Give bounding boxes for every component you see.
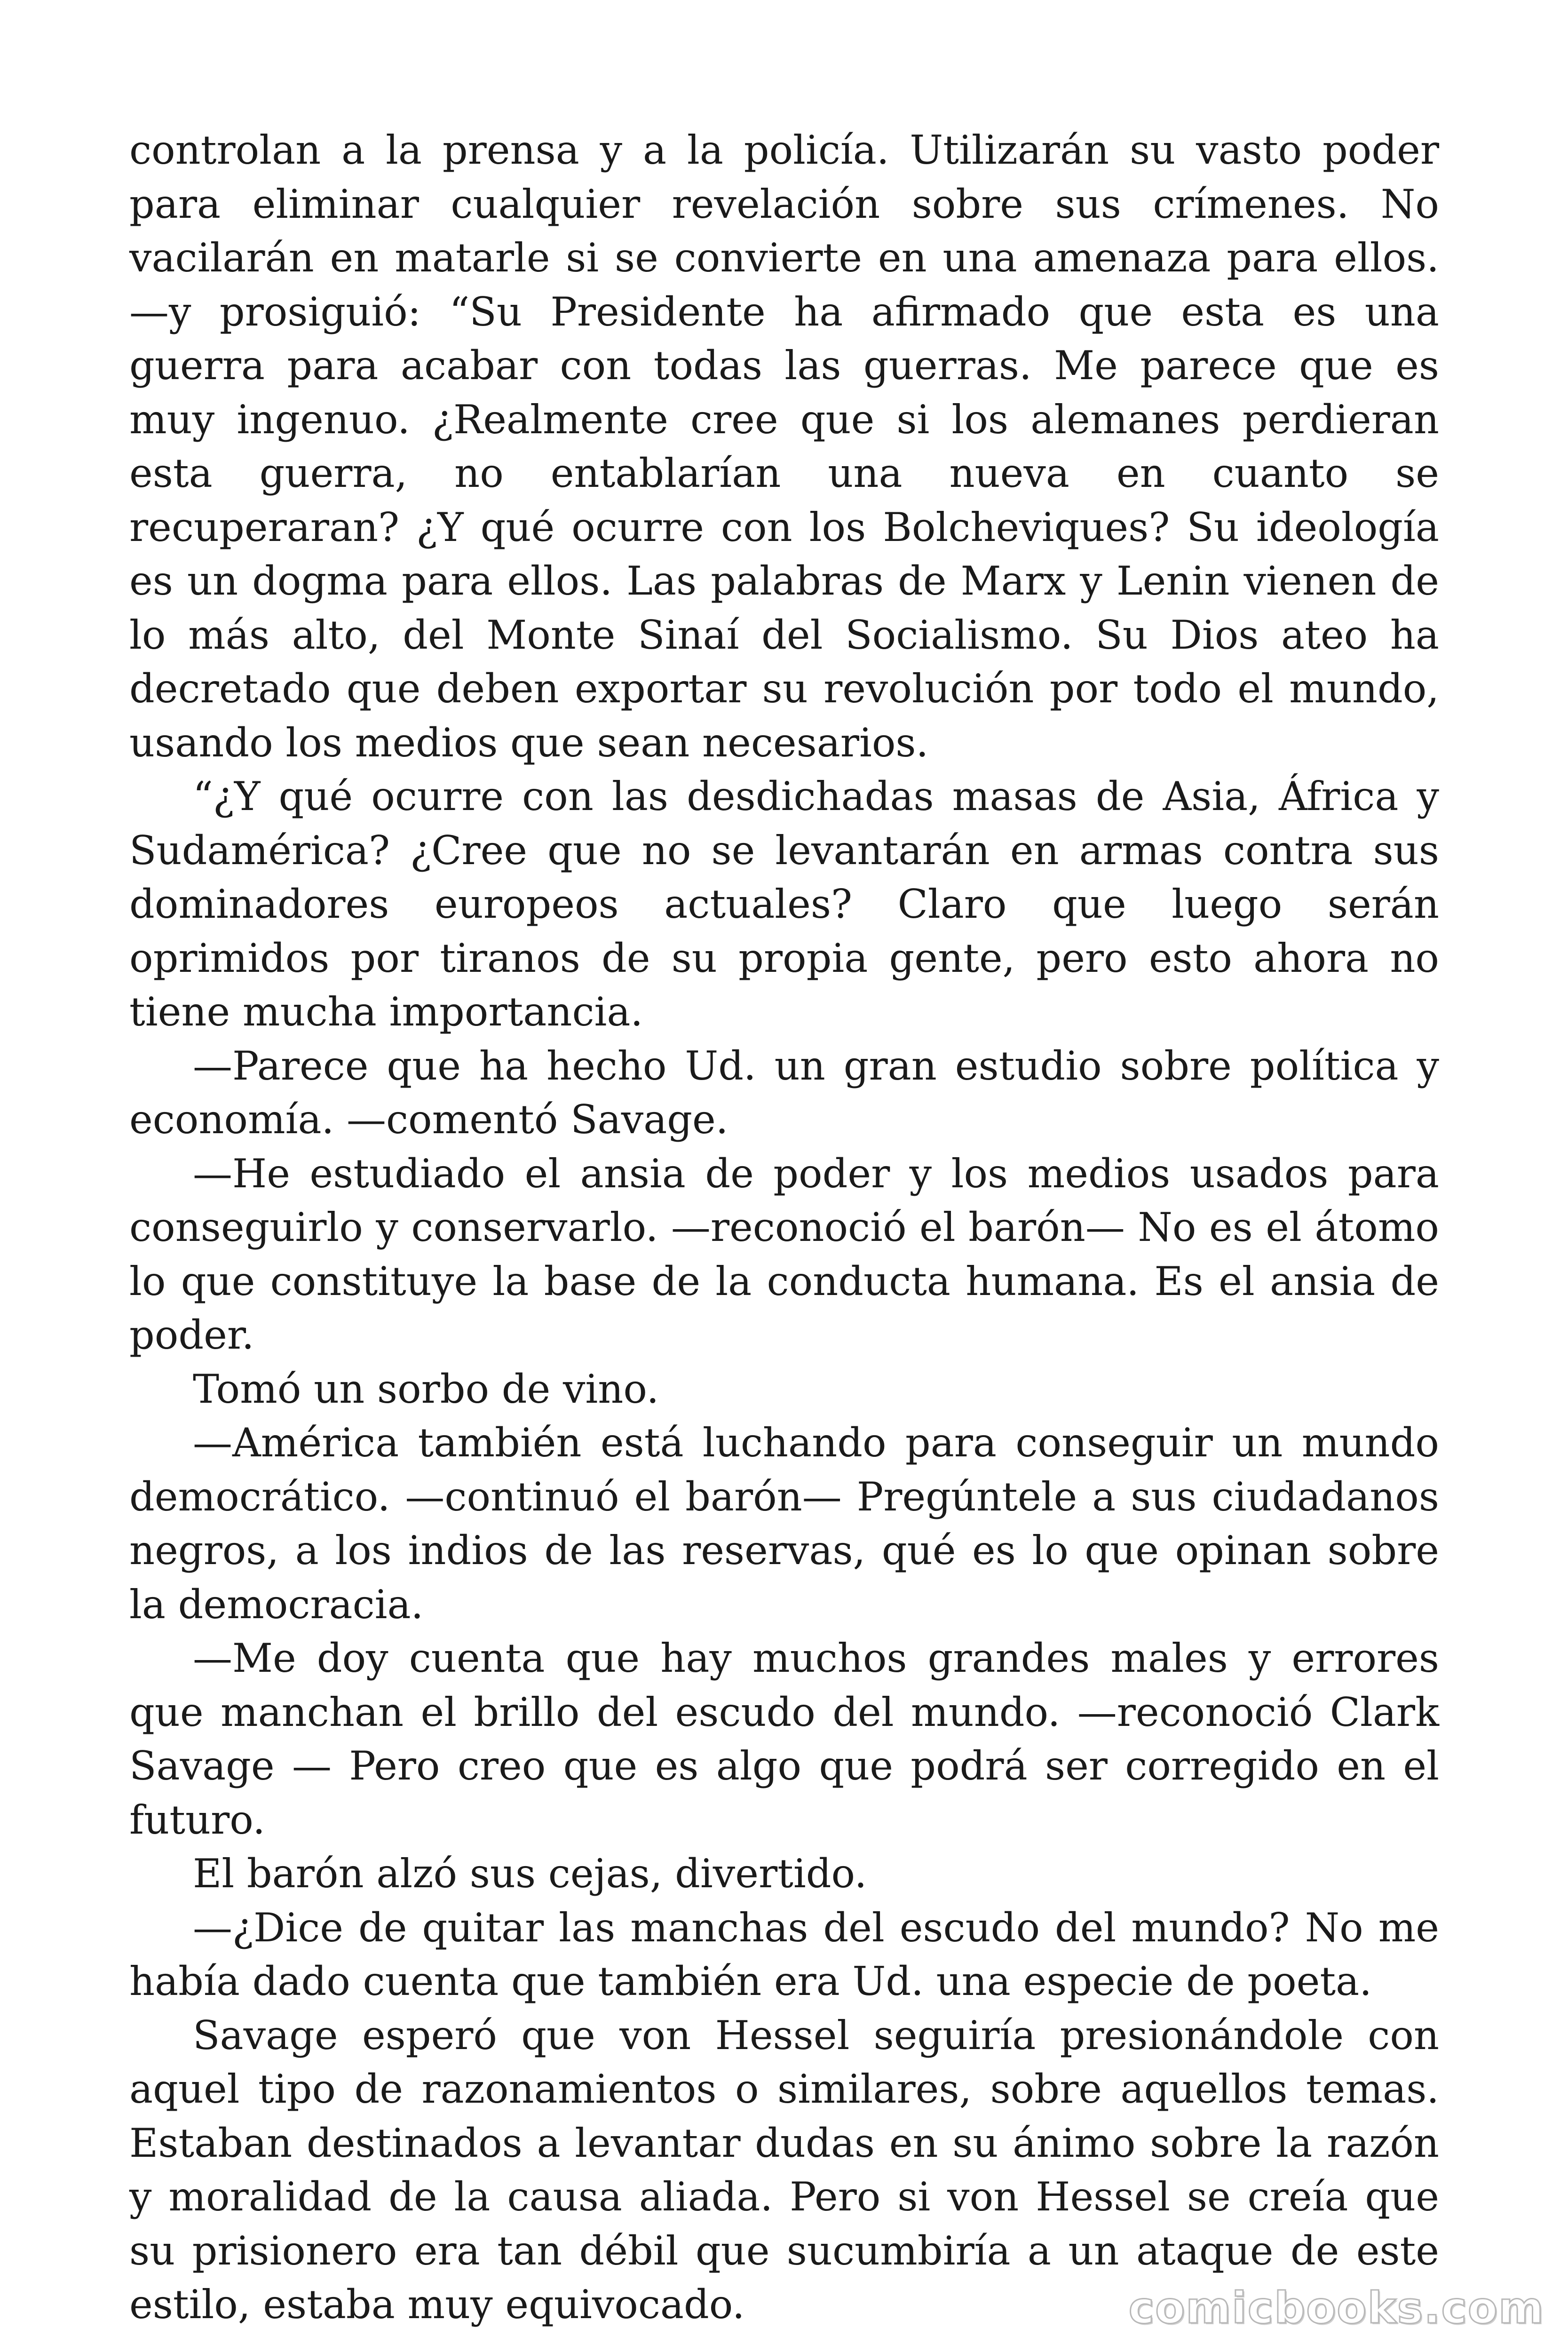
paragraph: Tomó un sorbo de vino. <box>193 1366 659 1412</box>
paragraph: —Me doy cuenta que hay muchos grandes males y errores que manchan el brillo del escudo del mundo. —reconoció Clark Savage — Pero creo que es algo que podrá ser corregido en el futuro. <box>129 1635 1439 1843</box>
paragraph: controlan a la prensa y a la policía. Utilizarán su vasto poder para eliminar cualquier revelación sobre sus crímenes. No vacilarán en matarle si se convierte en una amenaza para ellos. —y prosiguió: “Su Presidente ha afirmado que esta es una guerra para acabar con todas las guerras. Me parece que es muy ingenuo. ¿Realmente cree que si los alemanes perdieran esta guerra, no entablarían una nueva en cuanto se recuperaran? ¿Y qué ocurre con los Bolcheviques? Su ideología es un dogma para ellos. Las palabras de Marx y Lenin vienen de lo más alto, del Monte Sinaí del Socialismo. Su Dios ateo ha decretado que deben exportar su revolución por todo el mundo, usando los medios que sean necesarios. <box>129 127 1439 766</box>
paragraph: —He estudiado el ansia de poder y los medios usados para conseguirlo y conservarlo. —reconoció el barón— No es el átomo lo que constituye la base de la conducta humana. Es el ansia de poder. <box>129 1150 1439 1358</box>
paragraph: “¿Y qué ocurre con las desdichadas masas de Asia, África y Sudamérica? ¿Cree que no se levantarán en armas contra sus dominadores europeos actuales? Claro que luego serán oprimidos por tiranos de su propia gente, pero esto ahora no tiene mucha importancia. <box>129 773 1439 1035</box>
body-text <box>129 123 1439 2332</box>
paragraph: —América también está luchando para conseguir un mundo democrático. —continuó el barón— Pregúntele a sus ciudadanos negros, a los indios de las reservas, qué es lo que opinan sobre la democracia. <box>129 1420 1439 1628</box>
paragraph: Savage esperó que von Hessel seguiría presionándole con aquel tipo de razonamientos o similares, sobre aquellos temas. Estaban destinados a levantar dudas en su ánimo sobre la razón y moralidad de la causa aliada. Pero si von Hessel se creía que su prisionero era tan débil que sucumbiría a un ataque de este estilo, estaba muy equivocado. <box>129 2012 1439 2328</box>
paragraph: El barón alzó sus cejas, divertido. <box>193 1851 867 1897</box>
paragraph: —Parece que ha hecho Ud. un gran estudio sobre política y economía. —comentó Savage. <box>129 1042 1439 1143</box>
paragraph: —¿Dice de quitar las manchas del escudo del mundo? No me había dado cuenta que también era Ud. una especie de poeta. <box>129 1904 1439 2004</box>
watermark: comicbooks.com <box>1128 2283 1544 2333</box>
